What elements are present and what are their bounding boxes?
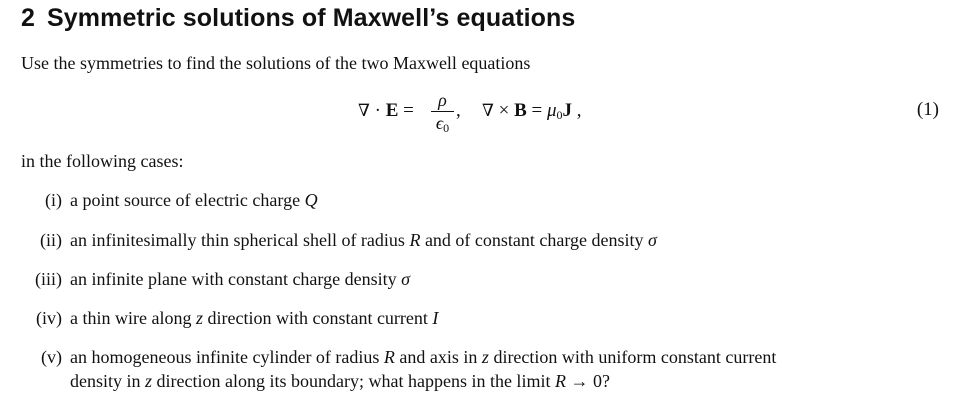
- list-item-label: (i): [45, 190, 62, 210]
- fraction-bar: [431, 111, 454, 112]
- intro-paragraph: Use the symmetries to find the solutions of the two Maxwell equations: [21, 53, 531, 73]
- nabla-symbol: ∇: [482, 101, 494, 121]
- case-text: direction with constant current: [202, 308, 433, 328]
- cross-operator: ×: [493, 100, 515, 121]
- sigma-symbol: σ: [648, 230, 657, 250]
- section-number: 2: [21, 4, 36, 32]
- b-field-symbol: B: [514, 100, 527, 121]
- case-text: a point source of electric charge: [70, 190, 305, 210]
- case-text: an infinitesimally thin spherical shell of radius: [70, 230, 410, 250]
- z-symbol: z: [481, 347, 489, 367]
- dot-operator: ·: [369, 100, 386, 121]
- cases-intro: in the following cases:: [21, 151, 184, 171]
- equals-sign: =: [526, 100, 547, 121]
- sigma-symbol: σ: [401, 269, 410, 289]
- divergence-lhs: [358, 100, 414, 122]
- charge-symbol: Q: [304, 190, 318, 210]
- limit-arrow: → 0?: [565, 371, 610, 391]
- first-equation-comma: ,: [456, 100, 461, 121]
- mu-symbol: μ: [547, 100, 557, 121]
- z-symbol: z: [195, 308, 203, 328]
- list-item-text-line-1: an homogeneous infinite cylinder of radius R and axis in z direction with uniform constant current: [70, 347, 777, 367]
- radius-symbol: R: [383, 347, 395, 367]
- list-item-text-line-2: [70, 369, 610, 393]
- mu-subscript: 0: [556, 108, 563, 122]
- curl-equation: [482, 100, 582, 123]
- section-title: Symmetric solutions of Maxwell’s equations: [47, 4, 576, 32]
- list-item-text: [70, 306, 438, 330]
- case-text: a thin wire along: [70, 308, 196, 328]
- epsilon-symbol: ϵ: [435, 113, 444, 133]
- nabla-symbol: ∇: [358, 101, 370, 121]
- list-item-label: (iv): [36, 308, 62, 328]
- e-field-symbol: E: [385, 100, 399, 121]
- radius-symbol: R: [554, 371, 566, 391]
- equals-sign: =: [398, 100, 414, 121]
- list-item-label: (v): [41, 347, 62, 367]
- list-item-label: (iii): [35, 269, 62, 289]
- epsilon-zero: [431, 113, 454, 133]
- case-text: an infinite plane with constant charge density: [70, 269, 402, 289]
- case-text: density in: [70, 371, 145, 391]
- section-heading: [21, 2, 575, 34]
- j-current-symbol: J: [562, 100, 573, 121]
- current-symbol: I: [432, 308, 439, 328]
- epsilon-subscript: 0: [443, 121, 450, 135]
- case-text: direction along its boundary; what happens in the limit: [152, 371, 555, 391]
- list-item-label: (ii): [40, 230, 62, 250]
- rho-over-epsilon-fraction: [431, 90, 454, 133]
- trailing-comma: ,: [572, 100, 582, 121]
- list-item-text: [70, 267, 410, 291]
- case-text: and of constant charge density: [420, 230, 649, 250]
- list-item-text: [70, 228, 657, 252]
- rho-symbol: ρ: [438, 90, 447, 110]
- radius-symbol: R: [409, 230, 421, 250]
- z-symbol: z: [145, 371, 153, 391]
- list-item-text: [70, 188, 318, 212]
- equation-number: (1): [916, 99, 939, 120]
